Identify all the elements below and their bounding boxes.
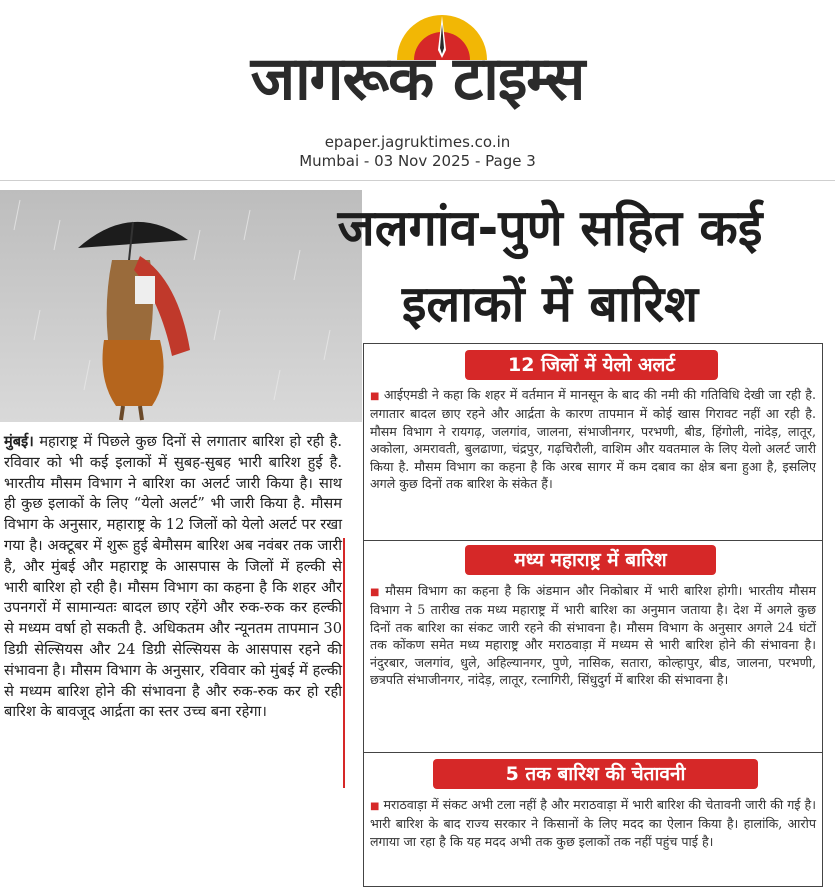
article-headline: [270, 190, 830, 342]
section-text-central-maharashtra: [370, 582, 816, 688]
site-url[interactable]: epaper.jagruktimes.co.in: [324, 133, 511, 151]
section-text: मराठवाड़ा में संकट अभी टला नहीं है और मराठवाड़ा में भारी बारिश की चेतावनी जारी की गई है। भारी बारिश के बाद राज्य सरकार ने किसानों के लिए मदद का ऐलान किया है। हालांकि, आरोप लगाया जा रहा है कि यह मदद अभी तक कुछ इलाकों तक नहीं पहुंच पाई है।: [370, 797, 816, 849]
sidebar-divider: [363, 752, 823, 753]
sidebar-divider: [363, 540, 823, 541]
bullet-icon: ■: [370, 391, 380, 402]
headline-line-1: जलगांव-पुणे सहित कई: [337, 199, 763, 257]
headline-line-2: इलाकों में बारिश: [401, 275, 699, 333]
column-accent-line: [343, 538, 345, 788]
section-text: आईएमडी ने कहा कि शहर में वर्तमान में मानसून के बाद की नमी की गतिविधि देखी जा रही है. लगातार बादल छाए रहने और आर्द्रता के कारण तापमान में कोई खास गिरावट नहीं आ रही है. मौसम विभाग ने रायगढ़, जलगांव, जालना, संभाजीनगर, परभणी, बीड, हिंगोली, नांदेड़, लातूर, अकोला, अमरावती, बुलढाणा, चंद्रपुर, गढ़चिरौली, वाशिम और यवतमाल के लिए येलो अलर्ट जारी किया है. मौसम विभाग का कहना है कि अरब सागर में कम दबाव का क्षेत्र बना हुआ है, इसलिए अगले कुछ दिनों तक बारिश के संकेत हैं।: [370, 387, 817, 492]
article-body: [4, 432, 342, 723]
section-heading-rain-warning: 5 तक बारिश की चेतावनी: [433, 759, 758, 789]
edition-info: Mumbai - 03 Nov 2025 - Page 3: [299, 152, 536, 170]
section-heading-central-maharashtra: मध्य महाराष्ट्र में बारिश: [465, 545, 716, 575]
section-heading-yellow-alert: 12 जिलों में येलो अलर्ट: [465, 350, 718, 380]
bullet-icon: ■: [370, 801, 380, 812]
section-text-yellow-alert: [370, 386, 816, 492]
section-text: मौसम विभाग का कहना है कि अंडमान और निकोबार में भारी बारिश होगी। भारतीय मौसम विभाग ने 5 तारीख तक मध्य महाराष्ट्र में भारी बारिश का अनुमान जताया है। देश में अगले कुछ दिनों तक बारिश का संकट जारी रहने की संभावना है। मौसम विभाग के अनुसार अगले 24 घंटों तक कोंकण समेत मध्य महाराष्ट्र और मराठवाड़ा में मध्यम से भारी बारिश होने की संभावना है। नंदुरबार, जलगांव, धुले, अहिल्यानगर, पुणे, नासिक, सतारा, कोल्हापुर, बीड, जालना, परभणी, छत्रपति संभाजीनगर, नांदेड़, लातूर, रत्नागिरी, सिंधुदुर्ग में बारिश की संभावना है।: [370, 583, 816, 688]
section-text-rain-warning: [370, 796, 816, 850]
article-body-text: महाराष्ट्र में पिछले कुछ दिनों से लगातार बारिश हो रही है. रविवार को भी कई इलाकों में सुबह-सुबह भारी बारिश हुई है. भारतीय मौसम विभाग ने बारिश का अलर्ट जारी किया है। साथ ही कुछ इलाकों के लिए “येलो अलर्ट” भी जारी किया है. मौसम विभाग के अनुसार, महाराष्ट्र के 12 जिलों को येलो अलर्ट पर रखा गया है। अक्टूबर में शुरू हुई बेमौसम बारिश अब नवंबर तक जारी है, और मुंबई और महाराष्ट्र के आसपास के जिलों में हल्की से भारी बारिश हो रही है। मौसम विभाग का कहना है कि शहर और उपनगरों में सामान्यतः बादल छाए रहेंगे और रुक-रुक कर हल्की से मध्यम वर्षा हो सकती है. अधिकतम और न्यूनतम तापमान 30 डिग्री सेल्सियस और 24 डिग्री सेल्सियस के आसपास रहने की संभावना है। मौसम विभाग के अनुसार, रविवार को मुंबई में हल्की से मध्यम बारिश होने की संभावना है और रुक-रुक कर हो रही बारिश के बावजूद आर्द्रता का स्तर उच्च बना रहेगा।: [4, 433, 342, 721]
masthead: [0, 0, 835, 178]
masthead-divider: [0, 180, 835, 181]
dateline: मुंबई।: [4, 433, 34, 450]
bullet-icon: ■: [370, 587, 382, 598]
newspaper-logo: जागरूक टाइम्स: [250, 44, 585, 114]
